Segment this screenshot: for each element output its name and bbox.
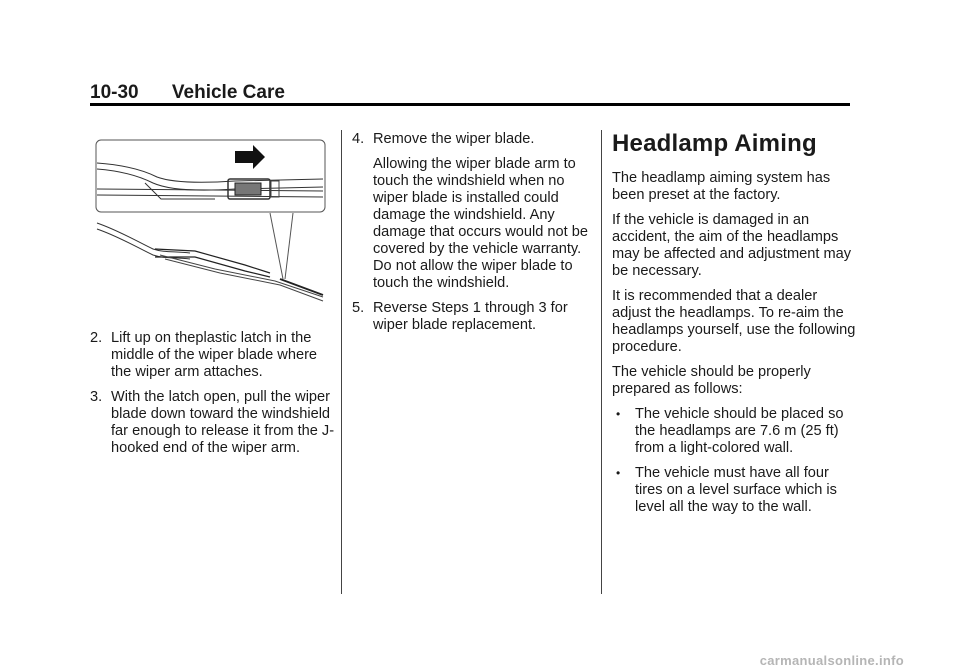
step-item [90,389,335,457]
arrow-right-icon [235,145,265,169]
step-item [352,300,590,334]
page-header [90,82,285,104]
bullet-text: The vehicle must have all four tires on a level surface which is level all the way to the wall. [635,465,837,515]
bullet-text: The vehicle should be placed so the headlamps are 7.6 m (25 ft) from a light-colored wall. [635,406,844,456]
step-text: Reverse Steps 1 through 3 for wiper blade replacement. [373,300,568,333]
step-item [90,330,335,381]
bullet-item [612,406,857,457]
section-heading: Headlamp Aiming [612,130,817,157]
paragraph: It is recommended that a dealer adjust the headlamps. To re-aim the headlamps yourself, use the following procedure. [612,288,856,355]
middle-column [352,131,590,342]
step-text: Lift up on theplastic latch in the middle of the wiper blade where the wiper arm attaches. [111,330,318,380]
paragraph: The vehicle should be properly prepared as follows: [612,364,811,397]
left-column [90,330,335,465]
page-number: 10-30 [90,82,139,103]
step-note: Allowing the wiper blade arm to touch the windshield when no wiper blade is installed could damage the windshield. Any damage that occurs would not be covered by the vehicle warranty. Do not allow the wiper blade to touch the windshield. [373,156,588,291]
bullet-icon: • [616,466,621,480]
step-text: Remove the wiper blade. [373,131,535,147]
column-divider-left [341,130,342,594]
right-column [612,131,857,524]
wiper-blade-illustration [95,139,327,314]
column-divider-right [601,130,602,594]
step-item [352,131,590,292]
step-number: 3. [90,389,103,405]
bullet-item [612,465,857,516]
step-text: With the latch open, pull the wiper blade down toward the windshield far enough to release it from the J-hooked end of the wiper arm. [111,389,335,456]
step-number: 2. [90,330,103,346]
header-rule [90,103,850,106]
step-number: 4. [352,131,365,147]
step-number: 5. [352,300,365,316]
watermark: carmanualsonline.info [759,653,904,668]
bullet-icon: • [616,407,621,421]
section-title: Vehicle Care [171,82,285,103]
paragraph: The headlamp aiming system has been preset at the factory. [612,170,831,203]
paragraph: If the vehicle is damaged in an accident, the aim of the headlamps may be affected and adjustment may be necessary. [612,212,852,279]
